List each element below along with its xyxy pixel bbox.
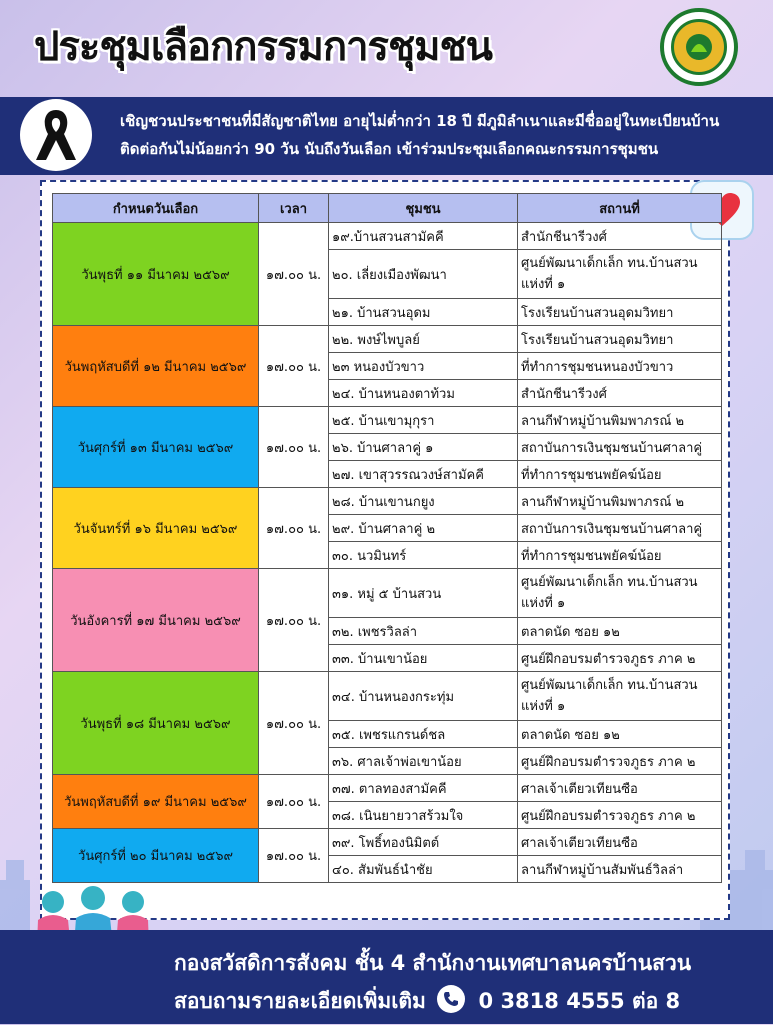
venue-cell: ศูนย์พัฒนาเด็กเล็ก ทน.บ้านสวน แห่งที่ ๑: [518, 569, 722, 618]
schedule-table: [52, 193, 722, 883]
community-cell: ๓๓. บ้านเขาน้อย: [329, 645, 518, 672]
election-time-cell: ๑๗.๐๐ น.: [259, 326, 329, 407]
venue-cell: ศูนย์ฝึกอบรมตำรวจภูธร ภาค ๒: [518, 645, 722, 672]
invitation-line-1: เชิญชวนประชาชนที่มีสัญชาติไทย อายุไม่ต่ำกว่า 18 ปี มีภูมิลำเนาและมีชื่ออยู่ในทะเบียนบ้าน: [120, 112, 720, 130]
community-cell: ๒๙. บ้านศาลาคู่ ๒: [329, 515, 518, 542]
election-date-cell: วันอังคารที่ ๑๗ มีนาคม ๒๕๖๙: [53, 569, 259, 672]
footer-phone-line: [174, 982, 691, 1020]
table-header-row: [53, 194, 722, 223]
venue-cell: โรงเรียนบ้านสวนอุดมวิทยา: [518, 299, 722, 326]
community-cell: ๓๘. เนินยายวาสร้วมใจ: [329, 802, 518, 829]
community-cell: ๒๑. บ้านสวนอุดม: [329, 299, 518, 326]
community-cell: ๒๗. เขาสุวรรณวงษ์สามัคคี: [329, 461, 518, 488]
venue-cell: ศูนย์พัฒนาเด็กเล็ก ทน.บ้านสวน แห่งที่ ๑: [518, 250, 722, 299]
election-time-cell: ๑๗.๐๐ น.: [259, 672, 329, 775]
venue-cell: ศูนย์พัฒนาเด็กเล็ก ทน.บ้านสวน แห่งที่ ๑: [518, 672, 722, 721]
table-row: [53, 326, 722, 353]
election-time-cell: ๑๗.๐๐ น.: [259, 569, 329, 672]
header-place: สถานที่: [518, 194, 722, 223]
community-cell: ๒๓ หนองบัวขาว: [329, 353, 518, 380]
election-date-cell: วันศุกร์ที่ ๑๓ มีนาคม ๒๕๖๙: [53, 407, 259, 488]
venue-cell: สถาบันการเงินชุมชนบ้านศาลาคู่: [518, 515, 722, 542]
community-cell: ๓๐. นวมินทร์: [329, 542, 518, 569]
venue-cell: สำนักชีนารีวงศ์: [518, 380, 722, 407]
venue-cell: ที่ทำการชุมชนพยัคฆ์น้อย: [518, 461, 722, 488]
header-date: กำหนดวันเลือก: [53, 194, 259, 223]
community-cell: ๒๕. บ้านเขามุกุรา: [329, 407, 518, 434]
venue-cell: สถาบันการเงินชุมชนบ้านศาลาคู่: [518, 434, 722, 461]
election-date-cell: วันจันทร์ที่ ๑๖ มีนาคม ๒๕๖๙: [53, 488, 259, 569]
community-cell: ๒๖. บ้านศาลาคู่ ๑: [329, 434, 518, 461]
table-row: [53, 775, 722, 802]
venue-cell: โรงเรียนบ้านสวนอุดมวิทยา: [518, 326, 722, 353]
page-title: ประชุมเลือกกรรมการชุมชน: [34, 24, 493, 70]
community-cell: ๓๑. หมู่ ๕ บ้านสวน: [329, 569, 518, 618]
table-row: [53, 407, 722, 434]
election-time-cell: ๑๗.๐๐ น.: [259, 488, 329, 569]
venue-cell: ศูนย์ฝึกอบรมตำรวจภูธร ภาค ๒: [518, 748, 722, 775]
election-date-cell: วันศุกร์ที่ ๒๐ มีนาคม ๒๕๖๙: [53, 829, 259, 883]
venue-cell: ที่ทำการชุมชนพยัคฆ์น้อย: [518, 542, 722, 569]
community-cell: ๒๒. พงษ์ไพบูลย์: [329, 326, 518, 353]
venue-cell: ลานกีฬาหมู่บ้านพิมพาภรณ์ ๒: [518, 407, 722, 434]
community-cell: ๓๒. เพชรวิลล่า: [329, 618, 518, 645]
community-cell: ๓๙. โพธิ์ทองนิมิตต์: [329, 829, 518, 856]
community-cell: ๓๕. เพชรแกรนด์ชล: [329, 721, 518, 748]
table-row: [53, 829, 722, 856]
municipality-logo: [660, 8, 738, 86]
venue-cell: ลานกีฬาหมู่บ้านสัมพันธ์วิลล่า: [518, 856, 722, 883]
venue-cell: ศูนย์ฝึกอบรมตำรวจภูธร ภาค ๒: [518, 802, 722, 829]
title-area: [0, 0, 773, 95]
community-cell: ๑๙.บ้านสวนสามัคคี: [329, 223, 518, 250]
table-row: [53, 672, 722, 721]
footer-phone-number[interactable]: 0 3818 4555 ต่อ 8: [478, 989, 681, 1013]
venue-cell: สำนักชีนารีวงศ์: [518, 223, 722, 250]
invitation-text: [120, 107, 770, 163]
community-cell: ๒๔. บ้านหนองตาท้วม: [329, 380, 518, 407]
election-date-cell: วันพฤหัสบดีที่ ๑๒ มีนาคม ๒๕๖๙: [53, 326, 259, 407]
election-date-cell: วันพุธที่ ๑๘ มีนาคม ๒๕๖๙: [53, 672, 259, 775]
venue-cell: ศาลเจ้าเตียวเทียนซือ: [518, 829, 722, 856]
black-ribbon-icon: [20, 99, 92, 171]
election-time-cell: ๑๗.๐๐ น.: [259, 829, 329, 883]
venue-cell: ตลาดนัด ซอย ๑๒: [518, 618, 722, 645]
community-cell: ๒๘. บ้านเขานกยูง: [329, 488, 518, 515]
election-time-cell: ๑๗.๐๐ น.: [259, 775, 329, 829]
community-cell: ๒๐. เลี่ยงเมืองพัฒนา: [329, 250, 518, 299]
community-cell: ๓๗. ตาลทองสามัคคี: [329, 775, 518, 802]
election-time-cell: ๑๗.๐๐ น.: [259, 407, 329, 488]
community-cell: ๓๔. บ้านหนองกระทุ่ม: [329, 672, 518, 721]
footer-inquiry-label: สอบถามรายละเอียดเพิ่มเติม: [174, 989, 426, 1013]
community-cell: ๓๖. ศาลเจ้าพ่อเขาน้อย: [329, 748, 518, 775]
venue-cell: ตลาดนัด ซอย ๑๒: [518, 721, 722, 748]
venue-cell: ศาลเจ้าเตียวเทียนซือ: [518, 775, 722, 802]
table-row: [53, 488, 722, 515]
election-date-cell: วันพฤหัสบดีที่ ๑๙ มีนาคม ๒๕๖๙: [53, 775, 259, 829]
election-time-cell: ๑๗.๐๐ น.: [259, 223, 329, 326]
venue-cell: ลานกีฬาหมู่บ้านพิมพาภรณ์ ๒: [518, 488, 722, 515]
invitation-line-2: ติดต่อกันไม่น้อยกว่า 90 วัน นับถึงวันเลือก เข้าร่วมประชุมเลือกคณะกรรมการชุมชน: [120, 140, 659, 158]
footer-contact: [174, 944, 691, 1020]
election-date-cell: วันพุธที่ ๑๑ มีนาคม ๒๕๖๙: [53, 223, 259, 326]
venue-cell: ที่ทำการชุมชนหนองบัวขาว: [518, 353, 722, 380]
community-cell: ๔๐. สัมพันธ์นำชัย: [329, 856, 518, 883]
header-community: ชุมชน: [329, 194, 518, 223]
phone-icon: [437, 985, 465, 1013]
header-time: เวลา: [259, 194, 329, 223]
table-row: [53, 569, 722, 618]
peacock-emblem-icon: [671, 19, 727, 75]
table-row: [53, 223, 722, 250]
footer-office: กองสวัสดิการสังคม ชั้น 4 สำนักงานเทศบาลนครบ้านสวน: [174, 951, 692, 975]
